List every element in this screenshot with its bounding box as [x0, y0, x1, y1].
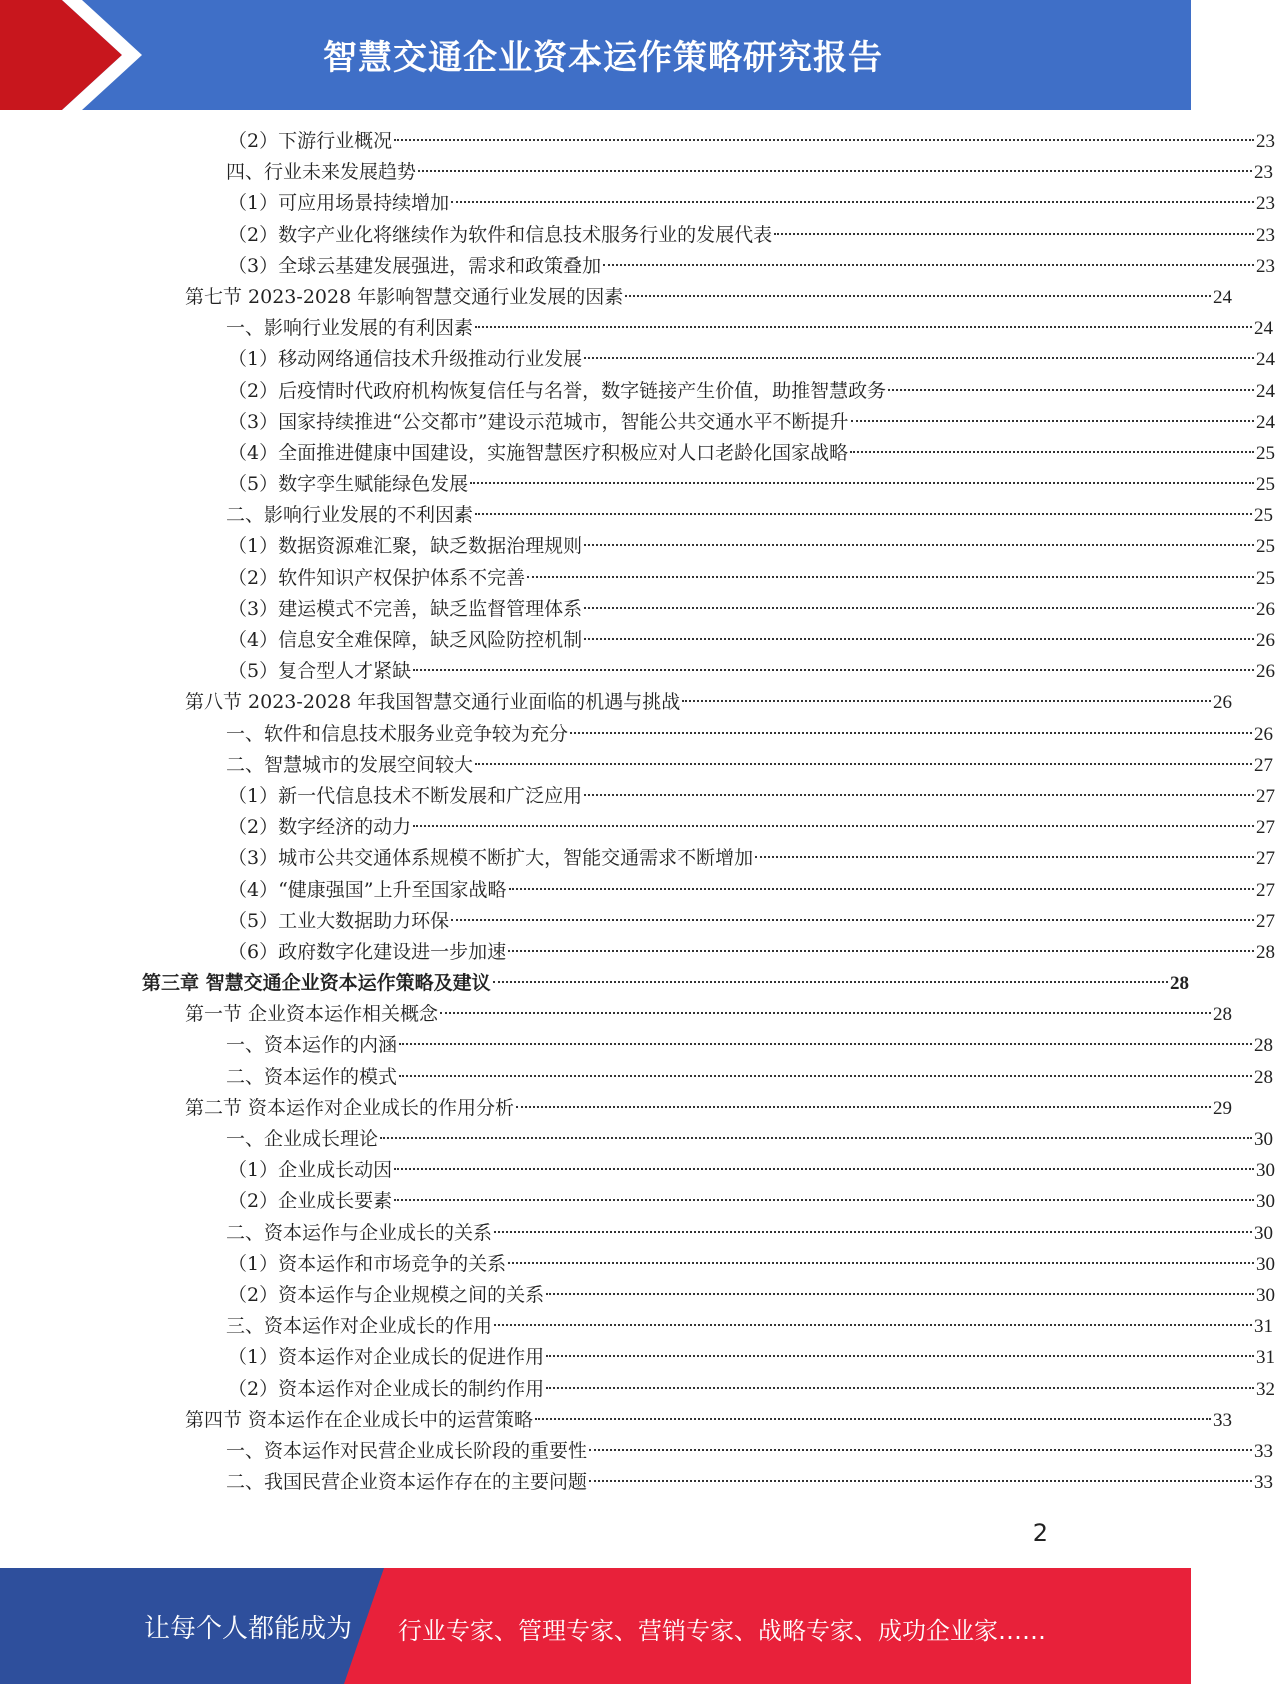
- toc-dot-leader: [475, 326, 1252, 328]
- toc-dot-leader: [603, 264, 1254, 266]
- toc-entry[interactable]: [0, 1124, 1273, 1155]
- toc-entry-title: （1）移动网络通信技术升级推动行业发展: [228, 348, 583, 371]
- toc-entry-title: （1）资本运作和市场竞争的关系: [228, 1252, 507, 1275]
- toc-entry-title: 四、行业未来发展趋势: [226, 161, 417, 184]
- toc-entry-title: （2）资本运作对企业成长的制约作用: [228, 1377, 545, 1400]
- toc-entry-title: （5）数字孪生赋能绿色发展: [228, 473, 469, 496]
- toc-entry[interactable]: [0, 843, 1275, 874]
- toc-entry[interactable]: [0, 500, 1273, 531]
- toc-dot-leader: [755, 856, 1254, 858]
- toc-entry[interactable]: [0, 687, 1232, 718]
- toc-entry-title: 第四节 资本运作在企业成长中的运营策略: [185, 1408, 534, 1431]
- toc-entry-title: （5）工业大数据助力环保: [228, 909, 450, 932]
- toc-entry-title: （4）全面推进健康中国建设，实施智慧医疗积极应对人口老龄化国家战略: [228, 441, 849, 464]
- toc-dot-leader: [394, 139, 1254, 141]
- toc-entry[interactable]: [0, 531, 1275, 562]
- toc-entry[interactable]: [0, 282, 1232, 313]
- toc-entry-page: 25: [1256, 474, 1275, 496]
- toc-dot-leader: [418, 170, 1252, 172]
- toc-entry-title: （2）下游行业概况: [228, 130, 393, 152]
- toc-entry[interactable]: [0, 999, 1232, 1030]
- toc-entry[interactable]: [0, 1342, 1275, 1373]
- toc-entry-title: 二、资本运作的模式: [226, 1065, 398, 1088]
- toc-entry-page: 26: [1256, 661, 1275, 683]
- toc-entry-page: 32: [1256, 1378, 1275, 1400]
- toc-entry[interactable]: [0, 1030, 1273, 1061]
- toc-entry[interactable]: [0, 1467, 1273, 1498]
- toc-entry-page: 30: [1256, 1284, 1275, 1306]
- toc-dot-leader: [589, 1449, 1252, 1451]
- toc-entry[interactable]: [0, 1405, 1232, 1436]
- toc-entry[interactable]: [0, 968, 1189, 999]
- toc-entry-page: 27: [1256, 785, 1275, 807]
- toc-entry-page: 23: [1256, 193, 1275, 215]
- toc-dot-leader: [493, 981, 1168, 983]
- toc-entry-page: 33: [1254, 1440, 1273, 1462]
- toc-entry-page: 23: [1256, 224, 1275, 246]
- toc-entry-title: 二、资本运作与企业成长的关系: [226, 1221, 493, 1244]
- toc-dot-leader: [535, 1418, 1211, 1420]
- toc-entry[interactable]: [0, 251, 1275, 282]
- toc-entry-page: 24: [1256, 411, 1275, 433]
- toc-entry-title: （1）数据资源难汇聚，缺乏数据治理规则: [228, 535, 583, 558]
- toc-entry-page: 33: [1213, 1409, 1232, 1431]
- toc-entry-page: 28: [1254, 1066, 1273, 1088]
- toc-dot-leader: [399, 1043, 1252, 1045]
- toc-entry-title: 一、资本运作对民营企业成长阶段的重要性: [226, 1439, 588, 1462]
- toc-entry-title: （3）国家持续推进“公交都市”建设示范城市，智能公共交通水平不断提升: [228, 410, 849, 433]
- toc-entry-page: 26: [1256, 598, 1275, 620]
- toc-entry[interactable]: [0, 407, 1275, 438]
- toc-dot-leader: [584, 357, 1254, 359]
- toc-entry-title: （3）全球云基建发展强进，需求和政策叠加: [228, 254, 602, 277]
- toc-dot-leader: [584, 638, 1254, 640]
- toc-entry[interactable]: [0, 157, 1273, 188]
- toc-entry-title: 第二节 资本运作对企业成长的作用分析: [185, 1096, 515, 1119]
- toc-dot-leader: [774, 233, 1254, 235]
- toc-entry-page: 24: [1254, 318, 1273, 340]
- toc-entry[interactable]: [0, 656, 1275, 687]
- page-number: 2: [1032, 1519, 1048, 1547]
- toc-entry-page: 24: [1256, 349, 1275, 371]
- toc-entry[interactable]: [0, 875, 1275, 906]
- toc-entry-title: 一、资本运作的内涵: [226, 1034, 398, 1057]
- toc-dot-leader: [475, 763, 1252, 765]
- toc-entry-page: 30: [1256, 1191, 1275, 1213]
- toc-entry-title: （4）“健康强国”上升至国家战略: [228, 878, 507, 901]
- footer-slogan-left: 让每个人都能成为: [144, 1614, 353, 1644]
- toc-entry-page: 26: [1254, 723, 1273, 745]
- toc-dot-leader: [440, 1012, 1211, 1014]
- toc-entry[interactable]: [0, 1155, 1275, 1186]
- toc-dot-leader: [589, 1480, 1252, 1482]
- toc-dot-leader: [508, 950, 1254, 952]
- toc-dot-leader: [380, 1137, 1252, 1139]
- toc-entry-title: 三、资本运作对企业成长的作用: [226, 1315, 493, 1338]
- toc-entry-page: 28: [1256, 941, 1275, 963]
- toc-entry-title: （1）企业成长动因: [228, 1159, 393, 1182]
- toc-entry[interactable]: [0, 1218, 1273, 1249]
- toc-dot-leader: [508, 1262, 1254, 1264]
- toc-entry-page: 30: [1254, 1129, 1273, 1150]
- toc-dot-leader: [527, 576, 1254, 578]
- toc-entry-title: 二、我国民营企业资本运作存在的主要问题: [226, 1471, 588, 1494]
- toc-dot-leader: [394, 1168, 1254, 1170]
- toc-dot-leader: [475, 513, 1252, 515]
- toc-entry-title: 第一节 企业资本运作相关概念: [185, 1003, 439, 1026]
- toc-dot-leader: [625, 295, 1211, 297]
- toc-dot-leader: [494, 1231, 1252, 1233]
- toc-entry-page: 23: [1254, 162, 1273, 184]
- toc-entry-page: 31: [1256, 1347, 1275, 1369]
- toc-dot-leader: [851, 420, 1254, 422]
- toc-entry-page: 23: [1256, 255, 1275, 277]
- toc-entry-title: （2）企业成长要素: [228, 1190, 393, 1213]
- toc-entry-title: （5）复合型人才紧缺: [228, 660, 412, 683]
- toc-entry-page: 26: [1256, 630, 1275, 651]
- toc-entry-page: 27: [1254, 754, 1273, 776]
- toc-entry[interactable]: [0, 563, 1275, 594]
- toc-entry-page: 25: [1256, 442, 1275, 464]
- toc-dot-leader: [509, 888, 1254, 890]
- toc-entry-page: 30: [1256, 1160, 1275, 1182]
- toc-entry-page: 28: [1254, 1035, 1273, 1057]
- toc-entry[interactable]: [0, 1374, 1275, 1405]
- toc-entry[interactable]: [0, 781, 1275, 812]
- toc-entry-page: 27: [1256, 879, 1275, 901]
- toc-dot-leader: [494, 1324, 1252, 1326]
- toc-entry[interactable]: [0, 625, 1275, 656]
- toc-entry-title: 一、软件和信息技术服务业竞争较为充分: [226, 722, 569, 745]
- toc-entry-page: 28: [1213, 1004, 1232, 1026]
- toc-entry[interactable]: [0, 126, 1275, 157]
- toc-dot-leader: [470, 482, 1254, 484]
- toc-dot-leader: [546, 1387, 1254, 1389]
- toc-entry[interactable]: [0, 812, 1275, 843]
- toc-entry[interactable]: [0, 1062, 1273, 1093]
- toc-entry-page: 30: [1256, 1253, 1275, 1275]
- toc-entry-title: （2）后疫情时代政府机构恢复信任与名誉，数字链接产生价值，助推智慧政务: [228, 379, 887, 402]
- toc-entry[interactable]: [0, 469, 1275, 500]
- toc-entry-title: 第八节 2023-2028 年我国智慧交通行业面临的机遇与挑战: [185, 691, 681, 714]
- toc-entry[interactable]: [0, 750, 1273, 781]
- toc-entry[interactable]: [0, 220, 1275, 251]
- toc-entry-page: 24: [1256, 380, 1275, 402]
- toc-dot-leader: [850, 451, 1254, 453]
- toc-entry-page: 30: [1254, 1222, 1273, 1244]
- toc-dot-leader: [451, 201, 1254, 203]
- toc-entry-page: 27: [1256, 848, 1275, 870]
- toc-entry-title: （2）软件知识产权保护体系不完善: [228, 566, 526, 589]
- toc-entry-page: 25: [1256, 567, 1275, 589]
- toc-dot-leader: [888, 389, 1254, 391]
- toc-entry-title: （3）建运模式不完善，缺乏监督管理体系: [228, 597, 583, 620]
- toc-dot-leader: [413, 669, 1254, 671]
- toc-entry-title: 一、影响行业发展的有利因素: [226, 317, 474, 340]
- toc-dot-leader: [546, 1355, 1254, 1357]
- toc-entry[interactable]: [0, 438, 1275, 469]
- toc-entry[interactable]: [0, 937, 1275, 968]
- footer-slogan-right: 行业专家、管理专家、营销专家、战略专家、成功企业家……: [398, 1617, 1046, 1645]
- report-title: 智慧交通企业资本运作策略研究报告: [323, 38, 883, 78]
- toc-entry-title: （2）数字经济的动力: [228, 816, 412, 839]
- toc-entry[interactable]: [0, 1311, 1273, 1342]
- toc-entry-page: 23: [1256, 131, 1275, 152]
- toc-entry-page: 25: [1254, 505, 1273, 527]
- toc-entry-title: 一、企业成长理论: [226, 1128, 379, 1150]
- toc-dot-leader: [584, 794, 1254, 796]
- toc-entry[interactable]: [0, 188, 1275, 219]
- toc-entry[interactable]: [0, 376, 1275, 407]
- toc-entry-page: 27: [1256, 817, 1275, 839]
- toc-entry-page: 29: [1213, 1097, 1232, 1119]
- toc-dot-leader: [682, 700, 1211, 702]
- toc-dot-leader: [516, 1106, 1211, 1108]
- toc-dot-leader: [584, 544, 1254, 546]
- toc-dot-leader: [584, 607, 1254, 609]
- page-footer: [0, 1568, 1191, 1684]
- toc-entry[interactable]: [0, 906, 1275, 937]
- toc-entry-title: 第七节 2023-2028 年影响智慧交通行业发展的因素: [185, 285, 624, 308]
- toc-entry[interactable]: [0, 313, 1273, 344]
- toc-entry-title: （2）数字产业化将继续作为软件和信息技术服务行业的发展代表: [228, 223, 773, 246]
- toc-entry[interactable]: [0, 1249, 1275, 1280]
- toc-entry-title: （3）城市公共交通体系规模不断扩大，智能交通需求不断增加: [228, 847, 754, 870]
- toc-entry[interactable]: [0, 1093, 1232, 1124]
- toc-entry-page: 25: [1256, 536, 1275, 558]
- toc-entry[interactable]: [0, 1280, 1275, 1311]
- toc-dot-leader: [413, 825, 1254, 827]
- toc-entry-title: （2）资本运作与企业规模之间的关系: [228, 1283, 545, 1306]
- toc-entry-page: 33: [1254, 1472, 1273, 1494]
- toc-entry[interactable]: [0, 344, 1275, 375]
- toc-entry-title: （6）政府数字化建设进一步加速: [228, 940, 507, 963]
- toc-entry-page: 28: [1170, 973, 1189, 995]
- toc-entry-title: 二、影响行业发展的不利因素: [226, 504, 474, 527]
- table-of-contents: [0, 126, 1275, 1498]
- toc-dot-leader: [399, 1075, 1252, 1077]
- toc-entry-page: 24: [1213, 286, 1232, 308]
- toc-entry[interactable]: [0, 1436, 1273, 1467]
- toc-entry-page: 26: [1213, 692, 1232, 714]
- toc-dot-leader: [546, 1293, 1254, 1295]
- toc-dot-leader: [451, 919, 1254, 921]
- toc-entry-page: 27: [1256, 910, 1275, 932]
- toc-entry-title: （4）信息安全难保障，缺乏风险防控机制: [228, 629, 583, 651]
- page-header: [0, 0, 1191, 110]
- toc-entry-title: （1）可应用场景持续增加: [228, 192, 450, 215]
- toc-entry-page: 31: [1254, 1316, 1273, 1338]
- toc-dot-leader: [394, 1199, 1254, 1201]
- toc-entry-title: 二、智慧城市的发展空间较大: [226, 753, 474, 776]
- toc-entry[interactable]: [0, 1186, 1275, 1217]
- toc-entry[interactable]: [0, 719, 1273, 750]
- toc-entry-title: 第三章 智慧交通企业资本运作策略及建议: [142, 972, 491, 995]
- toc-entry-title: （1）资本运作对企业成长的促进作用: [228, 1346, 545, 1369]
- toc-entry-title: （1）新一代信息技术不断发展和广泛应用: [228, 784, 583, 807]
- toc-entry[interactable]: [0, 594, 1275, 625]
- toc-dot-leader: [570, 732, 1252, 734]
